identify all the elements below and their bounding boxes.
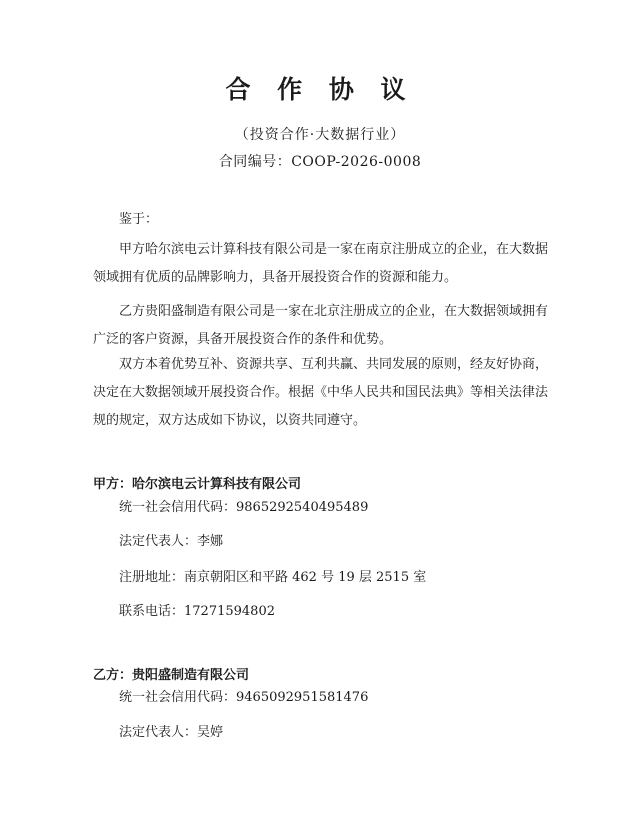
document-title: 合 作 协 议 (225, 75, 415, 104)
party-b-legal-rep: 法定代表人：吴婷 (119, 725, 224, 740)
party-a-legal-rep: 法定代表人：李娜 (119, 534, 224, 549)
preamble-paragraph-a: 甲方哈尔滨电云计算科技有限公司是一家在南京注册成立的企业，在大数据领域拥有优质的品牌影响力，具备开展投资合作的资源和能力。 (93, 242, 549, 285)
party-a-heading: 甲方：哈尔滨电云计算科技有限公司 (93, 477, 302, 492)
party-a-address: 注册地址：南京朝阳区和平路 462 号 19 层 2515 室 (119, 570, 427, 585)
preamble-paragraph-agreement: 双方本着优势互补、资源共享、互利共赢、共同发展的原则，经友好协商，决定在大数据领域开展投资合作。根据《中华人民共和国民法典》等相关法律法规的规定，双方达成如下协议，以资共同遵守。 (93, 357, 549, 428)
contract-number: COOP-2026-0008 (291, 154, 422, 170)
document-subtitle: （投资合作·大数据行业） (234, 127, 406, 143)
party-a-phone: 联系电话：17271594802 (119, 604, 275, 619)
contract-number-line (0, 151, 640, 171)
preamble-paragraph-b: 乙方贵阳盛制造有限公司是一家在北京注册成立的企业，在大数据领域拥有广泛的客户资源，具备开展投资合作的条件和优势。 (93, 304, 549, 347)
contract-number-label: 合同编号： (218, 154, 292, 170)
party-b-credit-code: 统一社会信用代码：9465092951581476 (119, 690, 369, 705)
whereas-heading: 鉴于： (119, 212, 159, 227)
party-a-credit-code: 统一社会信用代码：9865292540495489 (119, 500, 369, 515)
party-b-heading: 乙方：贵阳盛制造有限公司 (93, 668, 250, 683)
